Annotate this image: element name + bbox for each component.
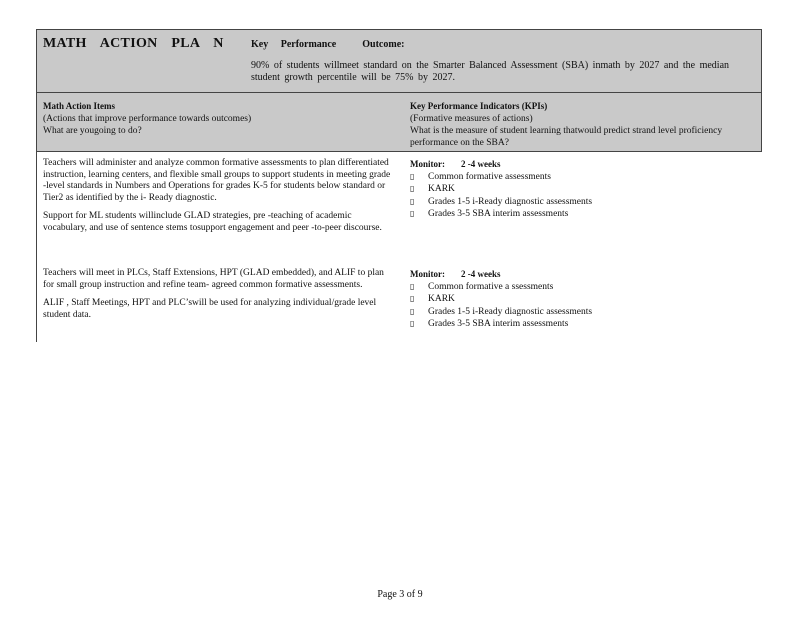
action-cell	[43, 268, 395, 328]
checkbox-icon: ▯	[410, 171, 415, 181]
action-cell	[43, 158, 395, 241]
kpi-text: Common formative assessments	[428, 171, 551, 182]
kpi-text: Grades 3-5 SBA interim assessments	[428, 209, 569, 219]
kpi-cell	[410, 268, 755, 331]
kpi-item	[410, 183, 755, 196]
column-headers	[36, 93, 762, 152]
monitor-label: Monitor:	[410, 159, 445, 169]
monitor-frequency: 2 -4 weeks	[461, 159, 501, 169]
kpi-text: Common formative a ssessments	[428, 281, 554, 292]
action-plan-table	[36, 29, 762, 342]
checkbox-icon: ▯	[410, 294, 415, 303]
checkbox-icon: ▯	[410, 209, 415, 218]
page-title: MATH ACTION PLA N	[43, 36, 224, 51]
outcome-goal: 90% of students willmeet standard on the Smarter Balanced Assessment (SBA) inmath by 2027 and the median student growth percentile will be 75% by 2027.	[251, 60, 730, 83]
action-items-subtitle: (Actions that improve performance towards outcomes)	[43, 114, 252, 124]
plan-header	[36, 29, 762, 93]
kpi-header	[410, 100, 755, 149]
checkbox-icon: ▯	[410, 306, 415, 316]
kpi-text: KARK	[428, 184, 455, 194]
kpi-item	[410, 281, 755, 294]
action-items-title: Math Action Items	[43, 101, 115, 111]
kpi-cell	[410, 158, 755, 221]
kpi-text: Grades 3-5 SBA interim assessments	[428, 319, 569, 329]
kpi-item	[410, 196, 755, 209]
checkbox-icon: ▯	[410, 319, 415, 328]
page-number: Page 3 of 9	[377, 589, 423, 600]
action-paragraph: Teachers will administer and analyze common formative assessments to plan differentiated instruction, learning centers, and flexible small groups to support students in meeting grade -level standards in Numbers and Operations for grades K-5 for students below standard or Tier2 as identified by the i- Ready diagnostic.	[43, 158, 391, 203]
kpi-item	[410, 306, 755, 319]
kpi-subtitle: (Formative measures of actions)	[410, 114, 533, 124]
kpi-item	[410, 293, 755, 306]
key-performance-outcome-label	[251, 39, 404, 50]
kpi-item	[410, 171, 755, 184]
kpi-title: Key Performance Indicators (KPIs)	[410, 101, 548, 111]
action-paragraph: ALIF , Staff Meetings, HPT and PLC’swill be used for analyzing individual/grade level student data.	[43, 298, 377, 320]
monitor-line	[410, 158, 755, 171]
checkbox-icon: ▯	[410, 196, 415, 206]
key-performance-label: Key Performance	[251, 39, 337, 50]
checkbox-icon: ▯	[410, 281, 415, 291]
outcome-label: Outcome:	[362, 39, 405, 50]
monitor-frequency: 2 -4 weeks	[461, 269, 501, 279]
kpi-text: Grades 1-5 i-Ready diagnostic assessments	[428, 306, 593, 317]
action-paragraph: Teachers will meet in PLCs, Staff Extensions, HPT (GLAD embedded), and ALIF to plan for small group instruction and refine team- agreed common formative assessments.	[43, 268, 384, 290]
plan-body	[36, 152, 762, 342]
kpi-item	[410, 318, 755, 331]
action-items-question: What are yougoing to do?	[43, 126, 142, 136]
action-items-header	[43, 100, 251, 137]
kpi-text: KARK	[428, 294, 455, 304]
monitor-label: Monitor:	[410, 269, 445, 279]
kpi-question: What is the measure of student learning thatwould predict strand level proficiency performance on the SBA?	[410, 126, 723, 148]
action-paragraph: Support for ML students willinclude GLAD strategies, pre -teaching of academic vocabulary, and use of sentence stems tosupport engagement and peer -to-peer discourse.	[43, 211, 382, 233]
checkbox-icon: ▯	[410, 184, 415, 193]
kpi-text: Grades 1-5 i-Ready diagnostic assessments	[428, 196, 593, 207]
kpi-item	[410, 208, 755, 221]
monitor-line	[410, 268, 755, 281]
